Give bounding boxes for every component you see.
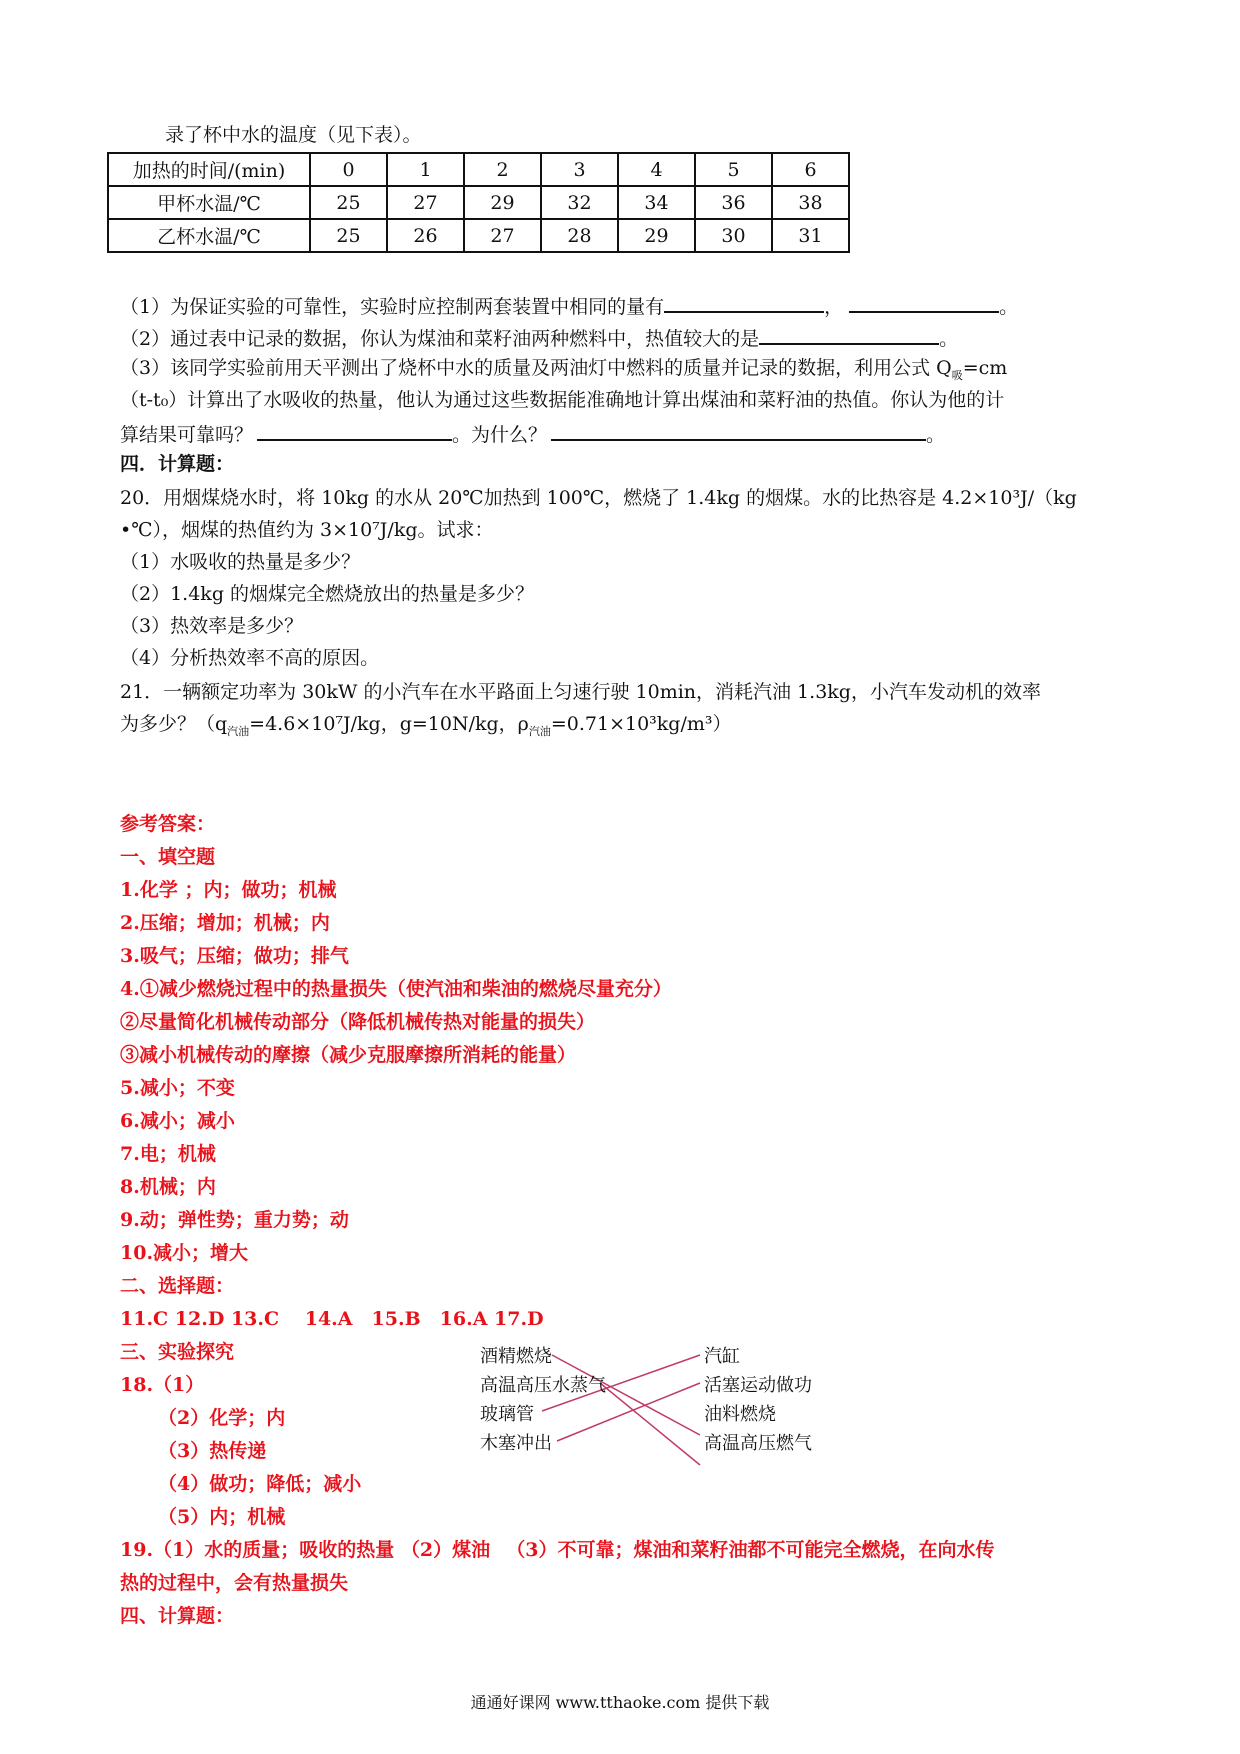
answer-line: 9.动；弹性势；重力势；动 — [120, 1209, 349, 1231]
answer-blank[interactable] — [849, 291, 999, 313]
answers-title: 参考答案： — [120, 813, 216, 835]
q20-sub4: （4）分析热效率不高的原因。 — [120, 647, 380, 669]
q19-part3-line2: （t-t₀）计算出了水吸收的热量，他认为通过这些数据能准确地计算出煤油和菜籽油的热值。你认为他的计 — [120, 389, 1005, 411]
answer-line: 7.电；机械 — [120, 1143, 216, 1165]
diagram-left-label: 玻璃管 — [480, 1404, 534, 1425]
table-cell: 2 — [464, 153, 541, 186]
answer-line: ③减小机械传动的摩擦（减少克服摩擦所消耗的能量） — [120, 1044, 577, 1066]
table-cell: 5 — [695, 153, 772, 186]
answer-line: 3.吸气；压缩；做功；排气 — [120, 945, 349, 967]
table-cell: 30 — [695, 219, 772, 252]
answer-line: 2.压缩；增加；机械；内 — [120, 912, 330, 934]
table-cell: 26 — [387, 219, 464, 252]
answer-line: 11.C 12.D 13.C 14.A 15.B 16.A 17.D — [120, 1308, 544, 1330]
answer-blank[interactable] — [664, 291, 824, 313]
answer-line: 6.减小；减小 — [120, 1110, 235, 1132]
answer-line: （2）化学；内 — [158, 1407, 286, 1429]
q20-sub2: （2）1.4kg 的烟煤完全燃烧放出的热量是多少？ — [120, 583, 535, 605]
answer-line: 三、实验探究 — [120, 1341, 235, 1363]
table-cell: 38 — [772, 186, 849, 219]
answer-blank[interactable] — [551, 419, 926, 441]
answer-line: 4.①减少燃烧过程中的热量损失（使汽油和柴油的燃烧尽量充分） — [120, 978, 672, 1000]
answer-line: 二、选择题： — [120, 1275, 235, 1297]
q21-line1: 21．一辆额定功率为 30kW 的小汽车在水平路面上匀速行驶 10min，消耗汽油 1.3kg，小汽车发动机的效率 — [120, 681, 1041, 703]
table-cell: 27 — [387, 186, 464, 219]
table-cell: 28 — [541, 219, 618, 252]
answer-line: 1.化学 ；内；做功；机械 — [120, 879, 337, 901]
q20-sub3: （3）热效率是多少？ — [120, 615, 304, 637]
subscript: 吸 — [951, 368, 963, 382]
table-cell: 1 — [387, 153, 464, 186]
q19-part1 — [120, 291, 1018, 320]
diagram-right-label: 高温高压燃气 — [704, 1433, 812, 1454]
q19-part3-end: 。 — [926, 424, 946, 446]
diagram-right-label: 油料燃烧 — [704, 1404, 776, 1425]
answer-line: ②尽量简化机械传动部分（降低机械传热对能量的损失） — [120, 1011, 596, 1033]
table-row — [108, 219, 849, 252]
answer-line: 19.（1）水的质量；吸收的热量 （2）煤油 （3）不可靠；煤油和菜籽油都不可能完全燃烧，在向水传 — [120, 1539, 995, 1561]
q19-part3-why: 。为什么？ — [452, 424, 548, 446]
table-cell: 乙杯水温/℃ — [108, 219, 310, 252]
q19-part2 — [120, 323, 958, 352]
answer-line: （4）做功；降低；减小 — [158, 1473, 362, 1495]
answer-line: 四、计算题： — [120, 1605, 235, 1627]
diagram-right-label: 汽缸 — [704, 1346, 740, 1367]
table-cell: 36 — [695, 186, 772, 219]
diagram-left-label: 高温高压水蒸气 — [480, 1375, 606, 1396]
table-cell: 25 — [310, 186, 387, 219]
diagram-right-label: 活塞运动做功 — [704, 1375, 812, 1396]
answer-line: 10.减小；增大 — [120, 1242, 249, 1264]
table-intro: 录了杯中水的温度（见下表）。 — [165, 124, 422, 146]
q19-part1-sep: ， — [824, 296, 844, 318]
table-cell: 29 — [618, 219, 695, 252]
table-cell: 29 — [464, 186, 541, 219]
q19-part2-text: （2）通过表中记录的数据，你认为煤油和菜籽油两种燃料中，热值较大的是 — [120, 328, 760, 350]
answer-line: 一、填空题 — [120, 846, 216, 868]
subscript: 汽油 — [227, 724, 250, 738]
q19-part3-formula: =cm — [962, 357, 1008, 379]
q19-part3-line1 — [120, 355, 1007, 389]
answer-line: （3）热传递 — [158, 1440, 267, 1462]
q20-sub1: （1）水吸收的热量是多少？ — [120, 551, 361, 573]
table-cell: 32 — [541, 186, 618, 219]
diagram-left-label: 酒精燃烧 — [480, 1346, 552, 1367]
q20-line1: 20．用烟煤烧水时，将 10kg 的水从 20℃加热到 100℃，燃烧了 1.4kg 的烟煤。水的比热容是 4.2×10³J/（kg — [120, 487, 1077, 509]
table-cell: 25 — [310, 219, 387, 252]
q19-part2-end: 。 — [939, 328, 959, 350]
q19-part3-question: 算结果可靠吗？ — [120, 424, 254, 446]
q21-line2 — [120, 711, 732, 745]
answer-blank[interactable] — [257, 419, 452, 441]
q19-part1-end: 。 — [999, 296, 1019, 318]
answer-blank[interactable] — [759, 323, 939, 345]
q21-text: =0.71×10³kg/m³） — [550, 713, 732, 735]
q19-part3-line3 — [120, 419, 945, 448]
table-cell: 3 — [541, 153, 618, 186]
answer-line: 8.机械；内 — [120, 1176, 216, 1198]
subscript: 汽油 — [528, 724, 551, 738]
section-heading: 四．计算题： — [120, 453, 235, 475]
table-cell: 甲杯水温/℃ — [108, 186, 310, 219]
answer-line: 18.（1） — [120, 1374, 205, 1396]
table-row — [108, 186, 849, 219]
table-cell: 6 — [772, 153, 849, 186]
temperature-table — [107, 152, 850, 253]
answer-line: （5）内；机械 — [158, 1506, 286, 1528]
q21-text: 为多少？（q — [120, 713, 228, 735]
table-cell: 34 — [618, 186, 695, 219]
match-line — [600, 1383, 700, 1465]
q19-part1-text: （1）为保证实验的可靠性，实验时应控制两套装置中相同的量有 — [120, 296, 665, 318]
table-cell: 4 — [618, 153, 695, 186]
table-header-row — [108, 153, 849, 186]
page-footer: 通通好课网 www.tthaoke.com 提供下载 — [470, 1693, 770, 1712]
table-cell: 0 — [310, 153, 387, 186]
q19-part3-text: （3）该同学实验前用天平测出了烧杯中水的质量及两油灯中燃料的质量并记录的数据，利用公式 Q — [120, 357, 952, 379]
matching-diagram — [472, 1340, 832, 1470]
table-cell: 27 — [464, 219, 541, 252]
answer-line: 热的过程中，会有热量损失 — [120, 1572, 349, 1594]
table-cell: 加热的时间/(min) — [108, 153, 310, 186]
table-cell: 31 — [772, 219, 849, 252]
diagram-left-label: 木塞冲出 — [480, 1433, 552, 1454]
answer-line: 5.减小；不变 — [120, 1077, 235, 1099]
q21-text: =4.6×10⁷J/kg，g=10N/kg，ρ — [249, 713, 529, 735]
q20-line2: •℃），烟煤的热值约为 3×10⁷J/kg。试求： — [120, 519, 494, 541]
